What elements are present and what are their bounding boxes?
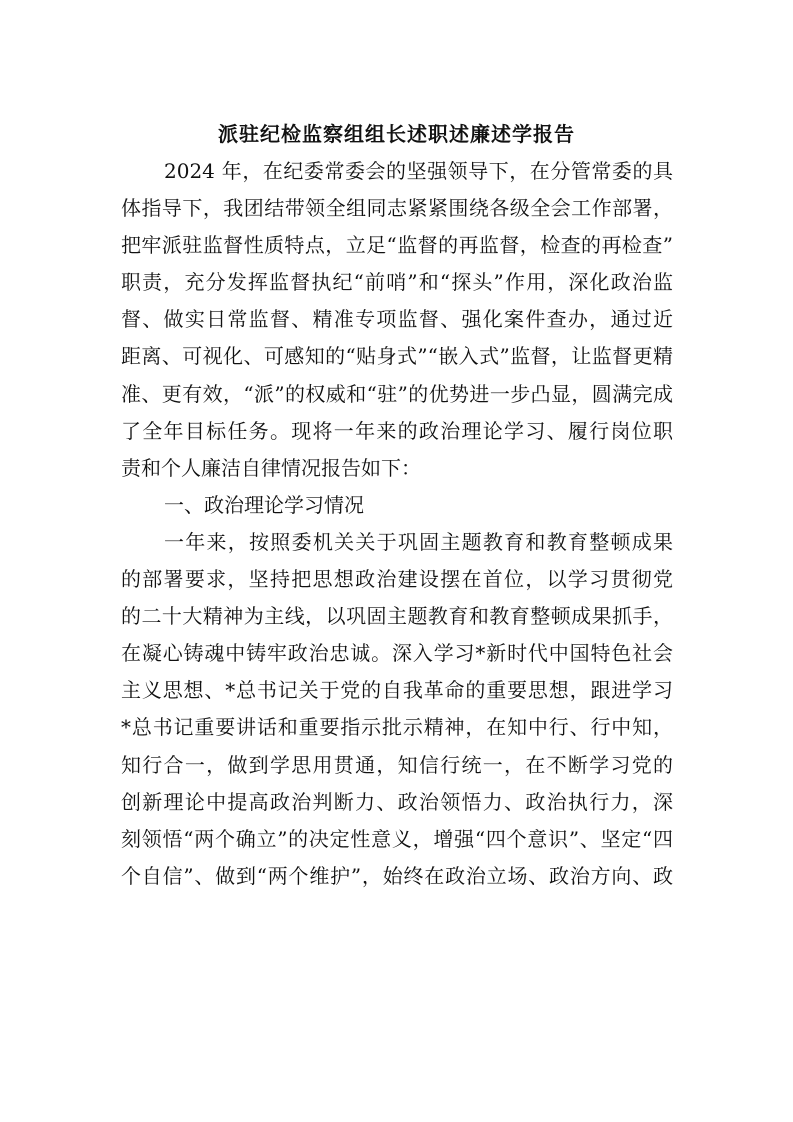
paragraph-line: 个自信”、做到“两个维护”，始终在政治立场、政治方向、政 xyxy=(121,863,673,888)
section-heading: 一、政治理论学习情况 xyxy=(164,492,364,517)
paragraph-line: 体指导下，我团结带领全组同志紧紧围绕各级全会工作部署， xyxy=(121,196,673,221)
paragraph-line: 知行合一，做到学思用贯通，知信行统一，在不断学习党的 xyxy=(121,752,673,777)
paragraph-line: 督、做实日常监督、精准专项监督、强化案件查办，通过近 xyxy=(121,307,673,332)
paragraph-line: *总书记重要讲话和重要指示批示精神，在知中行、行中知， xyxy=(121,715,673,740)
document-body xyxy=(121,153,673,895)
paragraph-line: 职责，充分发挥监督执纪“前哨”和“探头”作用，深化政治监 xyxy=(121,270,673,295)
paragraph-line: 了全年目标任务。现将一年来的政治理论学习、履行岗位职 xyxy=(121,418,673,443)
paragraph-line: 的部署要求，坚持把思想政治建设摆在首位，以学习贯彻党 xyxy=(121,567,673,592)
paragraph-line: 主义思想、*总书记关于党的自我革命的重要思想，跟进学习 xyxy=(121,678,673,703)
paragraph-line: 的二十大精神为主线，以巩固主题教育和教育整顿成果抓手， xyxy=(121,604,673,629)
paragraph-line: 距离、可视化、可感知的“贴身式”“嵌入式”监督，让监督更精 xyxy=(121,344,673,369)
paragraph-line: 刻领悟“两个确立”的决定性意义，增强“四个意识”、坚定“四 xyxy=(121,826,673,851)
paragraph-line: 一年来，按照委机关关于巩固主题教育和教育整顿成果 xyxy=(164,529,673,554)
paragraph-line: 2024 年，在纪委常委会的坚强领导下，在分管常委的具 xyxy=(164,159,673,183)
paragraph-line: 责和个人廉洁自律情况报告如下： xyxy=(121,455,421,480)
paragraph-line: 把牢派驻监督性质特点，立足“监督的再监督，检查的再检查” xyxy=(121,233,673,258)
paragraph-line: 准、更有效，“派”的权威和“驻”的优势进一步凸显，圆满完成 xyxy=(121,381,673,406)
paragraph-line: 在凝心铸魂中铸牢政治忠诚。深入学习*新时代中国特色社会 xyxy=(121,641,673,666)
page-title: 派驻纪检监察组组长述职述廉述学报告 xyxy=(218,122,575,146)
paragraph-line: 创新理论中提高政治判断力、政治领悟力、政治执行力，深 xyxy=(121,789,673,814)
